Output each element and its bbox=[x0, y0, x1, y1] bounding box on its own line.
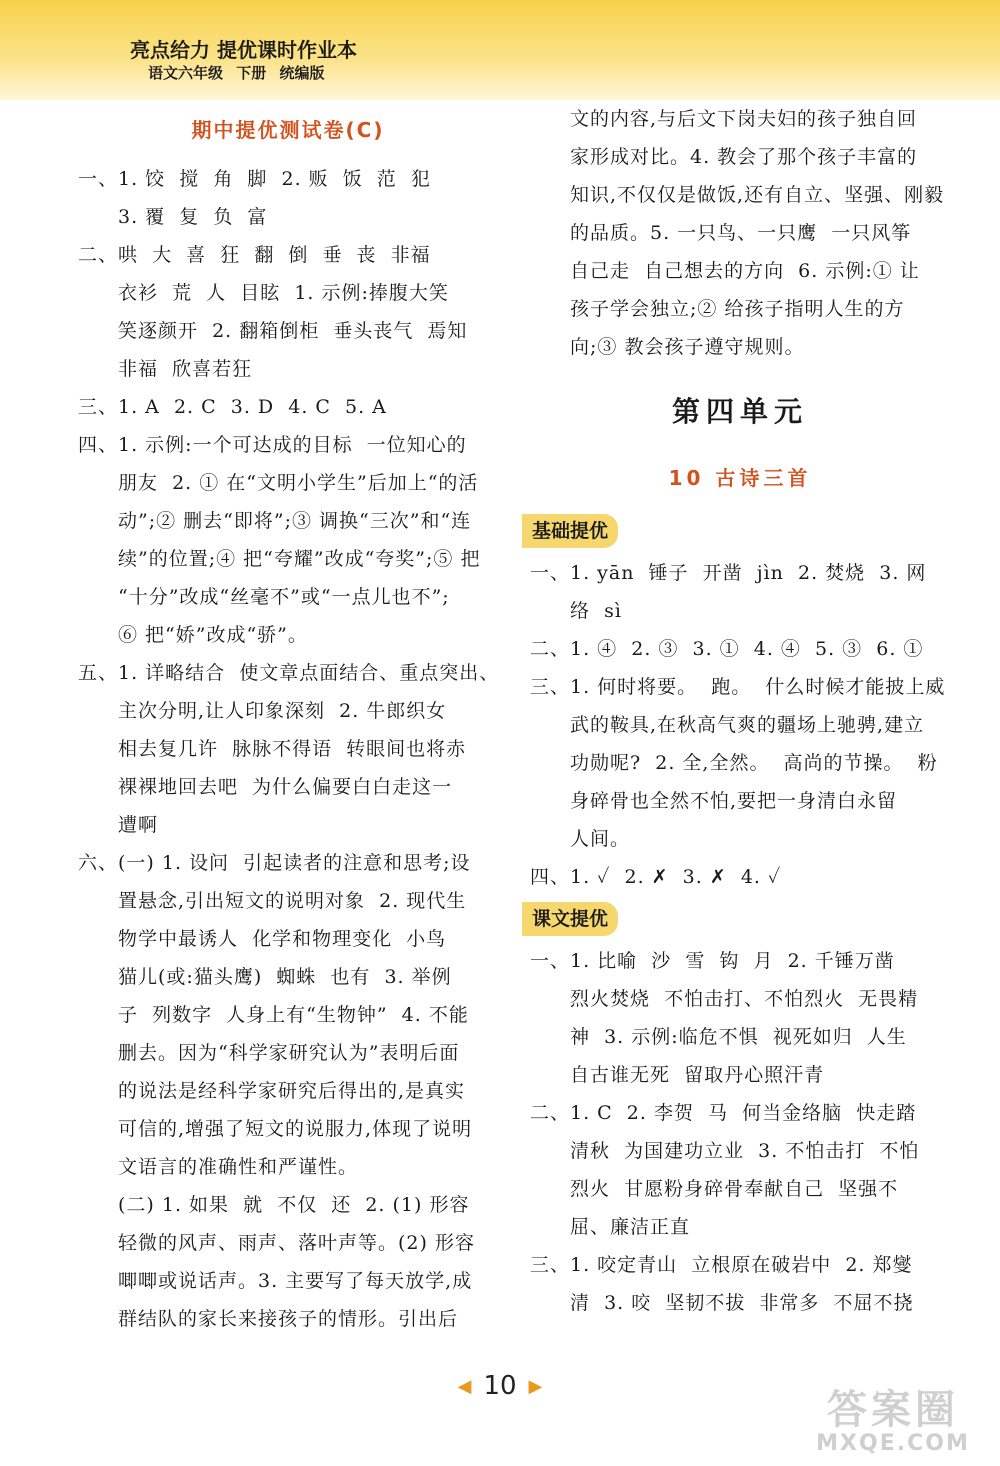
answer-line: 子 列数字 人身上有“生物钟” 4. 不能 bbox=[118, 1004, 469, 1026]
answer-line: 一、1. yān 锤子 开凿 jìn 2. 焚烧 3. 网 bbox=[530, 562, 927, 584]
right-column bbox=[530, 100, 950, 1322]
answer-line: 五、1. 详略结合 使文章点面结合、重点突出、 bbox=[78, 662, 500, 684]
page-number: 10 bbox=[483, 1371, 517, 1401]
answer-line: 置悬念,引出短文的说明对象 2. 现代生 bbox=[118, 890, 467, 912]
answer-line: 删去。因为“科学家研究认为”表明后面 bbox=[118, 1042, 460, 1064]
answer-line: 功勋呢? 2. 全,全然。 高尚的节操。 粉 bbox=[570, 752, 938, 774]
answer-line: 烈火焚烧 不怕击打、不怕烈火 无畏精 bbox=[570, 988, 919, 1010]
answer-line: 三、1. 咬定青山 立根原在破岩中 2. 郑燮 bbox=[530, 1254, 913, 1276]
answer-line: 四、1. 示例:一个可达成的目标 一位知心的 bbox=[78, 434, 467, 456]
answer-line: 络 sì bbox=[570, 600, 622, 622]
answer-line: ⑥ 把“娇”改成“骄”。 bbox=[118, 624, 308, 646]
watermark-url: MXQE.COM bbox=[816, 1431, 970, 1456]
answer-line: 神 3. 示例:临危不惧 视死如归 人生 bbox=[570, 1026, 907, 1048]
answer-line: 主次分明,让人印象深刻 2. 牛郎织女 bbox=[118, 700, 447, 722]
answer-line: 二、1. C 2. 李贺 马 何当金络脑 快走踏 bbox=[530, 1102, 917, 1124]
section-tag-basic: 基础提优 bbox=[522, 514, 618, 548]
answer-line: (二) 1. 如果 就 不仅 还 2. (1) 形容 bbox=[118, 1194, 470, 1216]
answer-line: 烈火 甘愿粉身碎骨奉献自己 坚强不 bbox=[570, 1178, 899, 1200]
answer-line: 朋友 2. ① 在“文明小学生”后加上“的活 bbox=[118, 472, 479, 494]
answer-line: 衣衫 荒 人 目眩 1. 示例:捧腹大笑 bbox=[118, 282, 449, 304]
answer-line: 知识,不仅仅是做饭,还有自立、坚强、刚毅 bbox=[570, 184, 945, 206]
answer-line: 自古谁无死 留取丹心照汗青 bbox=[570, 1064, 825, 1086]
answer-line: 的说法是经科学家研究后得出的,是真实 bbox=[118, 1080, 466, 1102]
answer-line: 六、(一) 1. 设问 引起读者的注意和思考;设 bbox=[78, 852, 471, 874]
answer-line: 轻微的风声、雨声、落叶声等。(2) 形容 bbox=[118, 1232, 475, 1254]
answer-line: 家形成对比。4. 教会了那个孩子丰富的 bbox=[570, 146, 918, 168]
left-column bbox=[78, 100, 498, 1338]
answer-line: 一、1. 饺 搅 角 脚 2. 贩 饭 范 犯 bbox=[78, 168, 431, 190]
answer-line: 三、1. A 2. C 3. D 4. C 5. A bbox=[78, 396, 387, 418]
answer-line: 清 3. 咬 坚韧不拔 非常多 不屈不挠 bbox=[570, 1292, 914, 1314]
answer-line: 非福 欣喜若狂 bbox=[118, 358, 253, 380]
answer-line: 二、哄 大 喜 狂 翻 倒 垂 丧 非福 bbox=[78, 244, 431, 266]
answer-line: 笑逐颜开 2. 翻箱倒柜 垂头丧气 焉知 bbox=[118, 320, 468, 342]
answer-line: 四、1. ✓ 2. ✗ 3. ✗ 4. ✓ bbox=[530, 866, 782, 888]
basic-answer-lines bbox=[530, 554, 950, 896]
answer-line: 群结队的家长来接孩子的情形。引出后 bbox=[118, 1308, 459, 1330]
answer-line: 三、1. 何时将要。 跑。 什么时候才能披上威 bbox=[530, 676, 946, 698]
answer-line: 文语言的准确性和严谨性。 bbox=[118, 1156, 359, 1178]
answer-line: 清秋 为国建功立业 3. 不怕击打 不怕 bbox=[570, 1140, 920, 1162]
answer-line: 遭啊 bbox=[118, 814, 159, 836]
lesson-title: 10 古诗三首 bbox=[668, 466, 812, 490]
left-answer-lines bbox=[78, 160, 498, 1338]
test-title: 期中提优测试卷(C) bbox=[191, 118, 385, 142]
answer-line: 自己走 自己想去的方向 6. 示例:① 让 bbox=[570, 260, 920, 282]
answer-line: 动”;② 删去“即将”;③ 调换“三次”和“连 bbox=[118, 510, 472, 532]
answer-line: 身碎骨也全然不怕,要把一身清白永留 bbox=[570, 790, 898, 812]
answer-line: 可信的,增强了短文的说服力,体现了说明 bbox=[118, 1118, 473, 1140]
answer-line: 猫儿(或:猫头鹰) 蜘蛛 也有 3. 举例 bbox=[118, 966, 452, 988]
answer-line: 人间。 bbox=[570, 828, 631, 850]
answer-line: 续”的位置;④ 把“夸耀”改成“夸奖”;⑤ 把 bbox=[118, 548, 481, 570]
unit-title: 第四单元 bbox=[671, 395, 808, 428]
answer-line: 唧唧或说话声。3. 主要写了每天放学,成 bbox=[118, 1270, 473, 1292]
answer-line: 的品质。5. 一只鸟、一只鹰 一只风筝 bbox=[570, 222, 912, 244]
answer-line: 相去复几许 脉脉不得语 转眼间也将赤 bbox=[118, 738, 467, 760]
prev-arrow-icon: ◀ bbox=[457, 1375, 472, 1397]
book-title: 亮点给力 提优课时作业本 bbox=[130, 38, 357, 62]
watermark-text: 答案圈 bbox=[827, 1387, 959, 1433]
next-arrow-icon: ▶ bbox=[528, 1375, 543, 1397]
header-banner bbox=[0, 0, 1000, 100]
book-subtitle: 语文六年级 下册 统编版 bbox=[148, 64, 325, 82]
answer-line: 屈、廉洁正直 bbox=[570, 1216, 691, 1238]
right-continued-lines bbox=[530, 100, 950, 366]
answer-line: 向;③ 教会孩子遵守规则。 bbox=[570, 336, 805, 358]
watermark-logo bbox=[798, 1388, 988, 1458]
answer-line: 一、1. 比喻 沙 雪 钩 月 2. 千锤万凿 bbox=[530, 950, 895, 972]
answer-line: 武的鞍具,在秋高气爽的疆场上驰骋,建立 bbox=[570, 714, 925, 736]
answer-line: 孩子学会独立;② 给孩子指明人生的方 bbox=[570, 298, 905, 320]
answer-line: 裸裸地回去吧 为什么偏要白白走这一 bbox=[118, 776, 453, 798]
answer-line: 文的内容,与后文下岗夫妇的孩子独自回 bbox=[570, 108, 918, 130]
answer-line: “十分”改成“丝毫不”或“一点儿也不”; bbox=[118, 586, 450, 608]
text-answer-lines bbox=[530, 942, 950, 1322]
answer-line: 物学中最诱人 化学和物理变化 小鸟 bbox=[118, 928, 447, 950]
section-tag-text: 课文提优 bbox=[522, 902, 618, 936]
answer-line: 3. 覆 复 负 富 bbox=[118, 206, 268, 228]
answer-line: 二、1. ④ 2. ③ 3. ① 4. ④ 5. ③ 6. ① bbox=[530, 638, 924, 660]
